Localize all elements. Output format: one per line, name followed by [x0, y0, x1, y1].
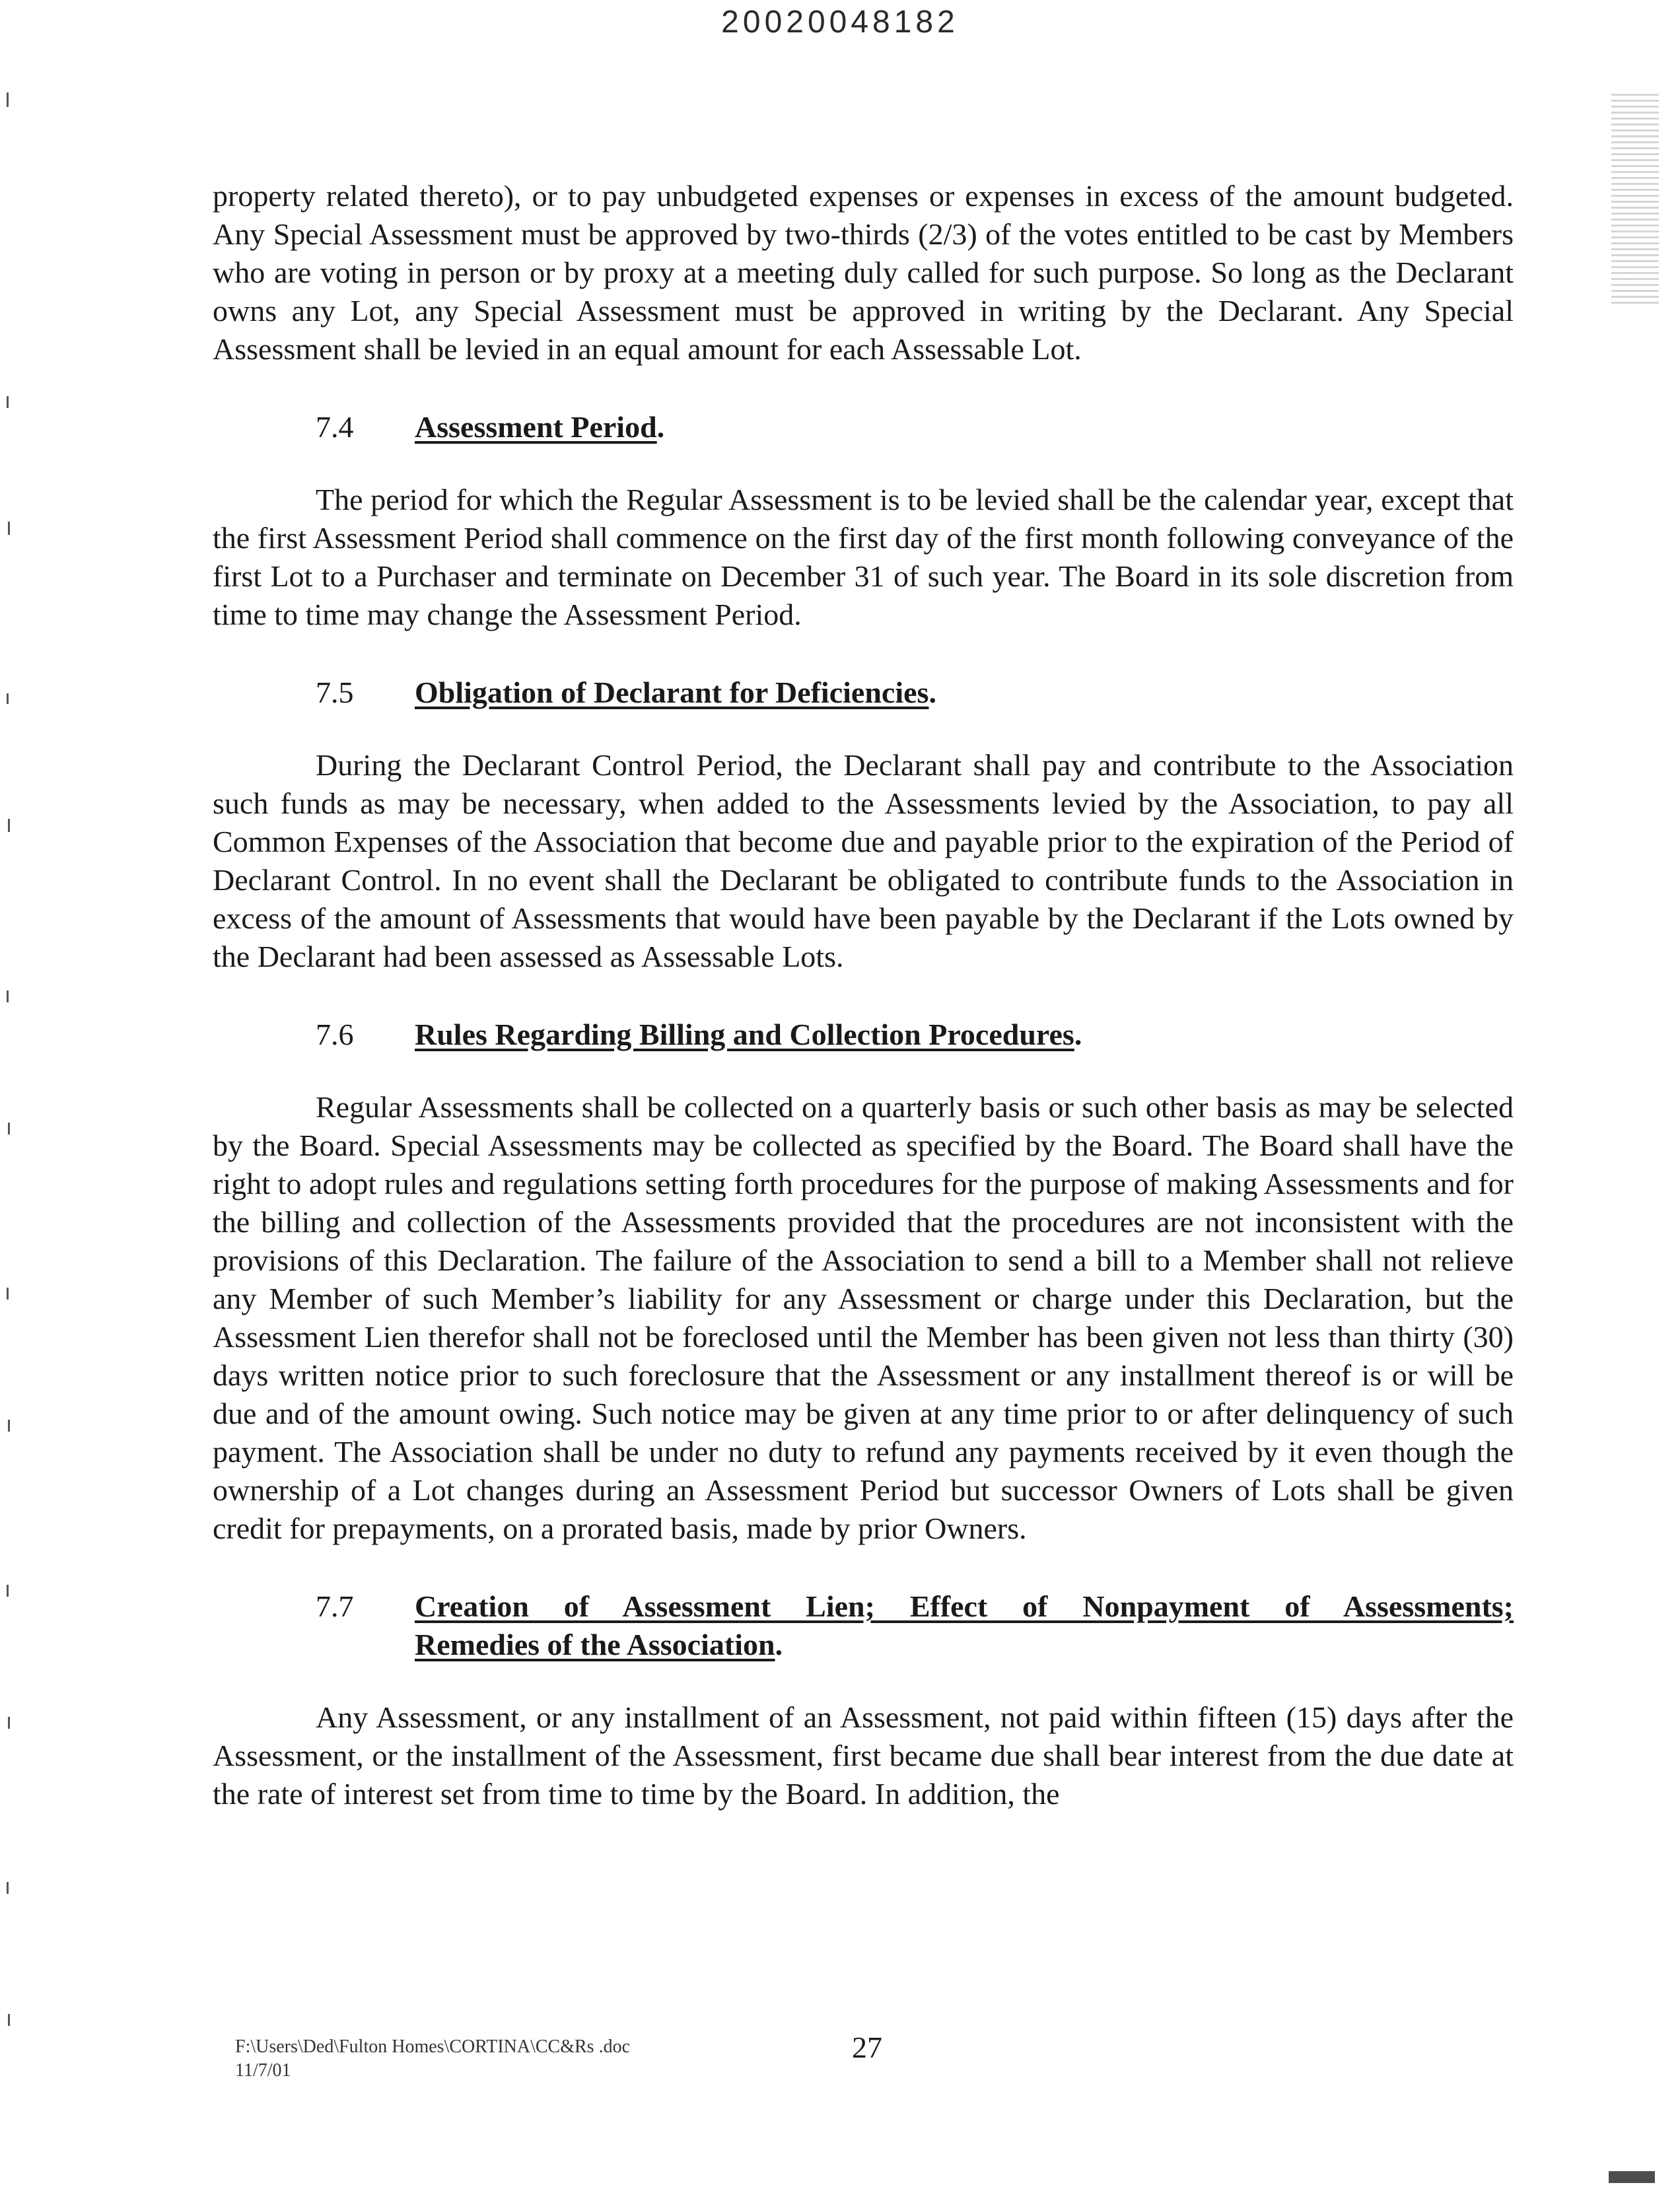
scan-artifact: [8, 1717, 10, 1729]
footer-date: 11/7/01: [235, 2060, 291, 2081]
section-title-suffix: .: [928, 676, 936, 709]
scan-artifact: [8, 819, 10, 832]
section-heading-7-4: [213, 408, 1514, 446]
section-body-7-6: Regular Assessments shall be collected on a quarterly basis or such other basis as may be selected by the Board. Special Assessments may be collected as specified by the Board. The Board shall have the right to adopt rules and regulations setting forth procedures for the purpose of making Assessments and for the billing and collection of the Assessments provided that the procedures are not inconsistent with the provisions of this Declaration. The failure of the Association to send a bill to a Member shall not relieve any Member of such Member’s liability for any Assessment or charge under this Declaration, but the Assessment Lien therefor shall not be foreclosed until the Member has been given not less than thirty (30) days written notice prior to such foreclosure that the Assessment or any installment thereof is or will be due and of the amount owing. Such notice may be given at any time prior to or after delinquency of such payment. The Association shall be under no duty to refund any payments received by it even though the ownership of a Lot changes during an Assessment Period but successor Owners of Lots shall be given credit for prepayments, on a prorated basis, made by prior Owners.: [213, 1090, 1514, 1545]
section-title-wrap: [415, 1016, 1514, 1054]
section-title-wrap: [415, 674, 1514, 712]
section-number: 7.6: [316, 1018, 354, 1051]
section-title: Rules Regarding Billing and Collection Procedures: [415, 1018, 1074, 1051]
document-number: 20020048182: [721, 5, 959, 40]
scan-artifact: [8, 522, 10, 535]
section-heading-7-7: [213, 1587, 1514, 1664]
section-title-line-1: Creation of Assessment Lien; Effect of Nonpayment of Assessments;: [415, 1589, 1514, 1623]
scan-artifact: [7, 1288, 9, 1300]
section-title-suffix: .: [1074, 1018, 1082, 1051]
section-title-suffix: .: [775, 1628, 783, 1661]
section-title-wrap: [415, 1587, 1514, 1664]
section-number: 7.5: [316, 676, 354, 709]
scan-artifact: [8, 1420, 10, 1432]
scan-artifact: [8, 2014, 10, 2026]
scan-artifact: [7, 1585, 9, 1597]
scan-artifact: [7, 1882, 9, 1894]
section-body-7-5: During the Declarant Control Period, the Declarant shall pay and contribute to the Association such funds as may be necessary, when added to the Assessments levied by the Association, to pay all Common Expenses of the Association that become due and payable prior to the expiration of the Period of Declarant Control. In no event shall the Declarant be obligated to contribute funds to the Association in excess of the amount of Assessments that would have been payable by the Declarant if the Lots owned by the Declarant had been assessed as Assessable Lots.: [213, 748, 1514, 973]
section-title-suffix: .: [656, 410, 665, 444]
scan-artifact: [7, 396, 9, 408]
footer-file-path: F:\Users\Ded\Fulton Homes\CORTINA\CC&Rs .doc: [235, 2036, 631, 2057]
section-title: Obligation of Declarant for Deficiencies: [415, 676, 929, 709]
section-title-line-2: Remedies of the Association: [415, 1628, 775, 1661]
document-body: [213, 177, 1514, 1813]
scan-artifact: [8, 1123, 10, 1134]
section-title: Assessment Period: [415, 410, 657, 444]
page-number: 27: [852, 2031, 882, 2064]
scan-stamp-mark: [1611, 92, 1659, 304]
footer-file-info: [235, 2035, 630, 2083]
scan-artifact: [7, 693, 9, 704]
section-heading-7-6: [213, 1016, 1514, 1054]
section-heading-7-5: [213, 674, 1514, 712]
scan-artifact: [7, 92, 9, 107]
scan-artifact: [7, 990, 9, 1002]
section-number: 7.4: [316, 410, 354, 444]
section-body-7-7: Any Assessment, or any installment of an Assessment, not paid within fifteen (15) days after the Assessment, or the installment of the Assessment, first became due shall bear interest from the due date at the rate of interest set from time to time by the Board. In addition, the: [213, 1700, 1514, 1811]
intro-paragraph: property related thereto), or to pay unbudgeted expenses or expenses in excess of the amount budgeted. Any Special Assessment must be approved by two-thirds (2/3) of the votes entitled to be cast by Members who are voting in person or by proxy at a meeting duly called for such purpose. So long as the Declarant owns any Lot, any Special Assessment must be approved in writing by the Declarant. Any Special Assessment shall be levied in an equal amount for each Assessable Lot.: [213, 179, 1514, 366]
section-number: 7.7: [316, 1589, 354, 1623]
section-title-wrap: [415, 408, 1514, 446]
section-body-7-4: The period for which the Regular Assessment is to be levied shall be the calendar year, except that the first Assessment Period shall commence on the first day of the first month following conveyance of the first Lot to a Purchaser and terminate on December 31 of such year. The Board in its sole discretion from time to time may change the Assessment Period.: [213, 483, 1514, 631]
scan-artifact: [1609, 2171, 1655, 2183]
